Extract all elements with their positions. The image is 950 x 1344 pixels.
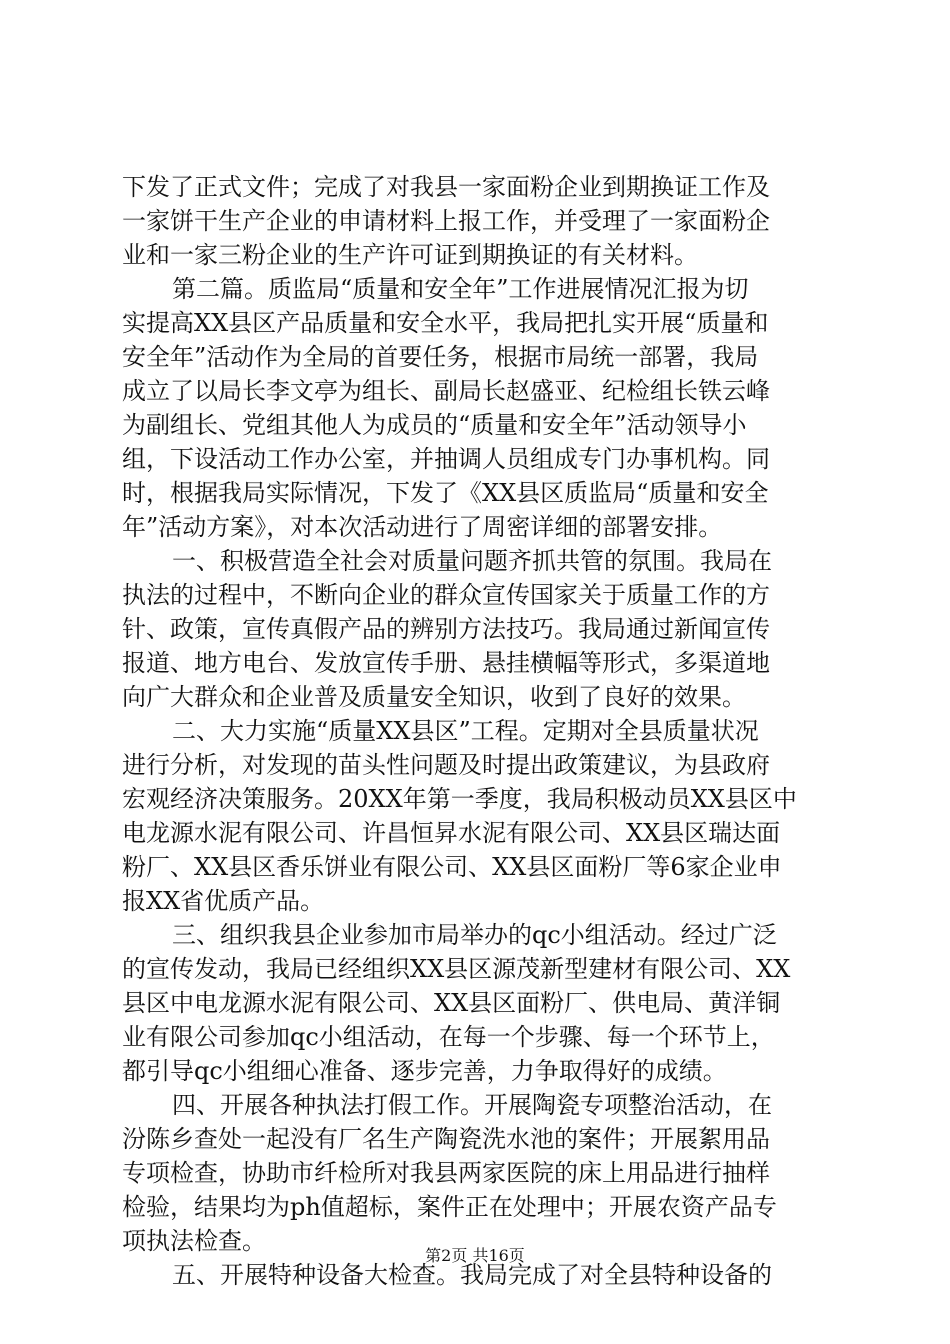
text-line: 报道、地方电台、发放宣传手册、悬挂横幅等形式，多渠道地 xyxy=(122,649,770,677)
text-line: 年”活动方案》，对本次活动进行了周密详细的部署安排。 xyxy=(122,513,723,541)
paragraph-first-line: 一、积极营造全社会对质量问题齐抓共管的氛围。我局在 xyxy=(172,547,772,575)
text-line: 执法的过程中，不断向企业的群众宣传国家关于质量工作的方 xyxy=(122,581,770,609)
page-footer: 第2页 共16页 xyxy=(425,1246,525,1265)
text-line: 组，下设活动工作办公室，并抽调人员组成专门办事机构。同 xyxy=(122,445,770,473)
text-line: 县区中电龙源水泥有限公司、XX县区面粉厂、供电局、黄洋铜 xyxy=(122,989,781,1017)
paragraph-first-line: 三、组织我县企业参加市局举办的qc小组活动。经过广泛 xyxy=(172,921,777,949)
text-line: 检验，结果均为ph值超标，案件正在处理中；开展农资产品专 xyxy=(122,1193,777,1221)
text-line: 汾陈乡查处一起没有厂名生产陶瓷洗水池的案件；开展絮用品 xyxy=(122,1125,770,1153)
text-line: 安全年”活动作为全局的首要任务，根据市局统一部署，我局 xyxy=(122,343,759,371)
text-line: 为副组长、党组其他人为成员的“质量和安全年”活动领导小 xyxy=(122,411,747,439)
text-line: 一家饼干生产企业的申请材料上报工作，并受理了一家面粉企 xyxy=(122,207,770,235)
text-line: 项执法检查。 xyxy=(122,1227,266,1255)
text-line: 实提高XX县区产品质量和安全水平，我局把扎实开展“质量和 xyxy=(122,309,769,337)
text-line: 成立了以局长李文亭为组长、副局长赵盛亚、纪检组长铁云峰 xyxy=(122,377,770,405)
paragraph-first-line: 第二篇。质监局“质量和安全年”工作进展情况汇报为切 xyxy=(172,275,749,303)
text-line: 下发了正式文件；完成了对我县一家面粉企业到期换证工作及 xyxy=(122,173,770,201)
text-line: 报XX省优质产品。 xyxy=(122,887,325,915)
text-line: 针、政策，宣传真假产品的辨别方法技巧。我局通过新闻宣传 xyxy=(122,615,770,643)
document-body xyxy=(122,170,832,1292)
text-line: 时，根据我局实际情况，下发了《XX县区质监局“质量和安全 xyxy=(122,479,769,507)
paragraph-first-line: 五、开展特种设备大检查。我局完成了对全县特种设备的 xyxy=(172,1261,772,1289)
text-line: 专项检查，协助市纤检所对我县两家医院的床上用品进行抽样 xyxy=(122,1159,770,1187)
paragraph-first-line: 二、大力实施“质量XX县区”工程。定期对全县质量状况 xyxy=(172,717,759,745)
text-line: 宏观经济决策服务。20XX年第一季度，我局积极动员XX县区中 xyxy=(122,785,797,813)
text-line: 都引导qc小组细心准备、逐步完善，力争取得好的成绩。 xyxy=(122,1057,727,1085)
text-line: 粉厂、XX县区香乐饼业有限公司、XX县区面粉厂等6家企业申 xyxy=(122,853,782,881)
paragraph-first-line: 四、开展各种执法打假工作。开展陶瓷专项整治活动，在 xyxy=(172,1091,772,1119)
text-line: 电龙源水泥有限公司、许昌恒昇水泥有限公司、XX县区瑞达面 xyxy=(122,819,781,847)
text-line: 的宣传发动，我局已经组织XX县区源茂新型建材有限公司、XX xyxy=(122,955,791,983)
text-line: 业有限公司参加qc小组活动，在每一个步骤、每一个环节上， xyxy=(122,1023,775,1051)
text-line: 业和一家三粉企业的生产许可证到期换证的有关材料。 xyxy=(122,241,698,269)
text-line: 向广大群众和企业普及质量安全知识，收到了良好的效果。 xyxy=(122,683,746,711)
text-line: 进行分析，对发现的苗头性问题及时提出政策建议，为县政府 xyxy=(122,751,770,779)
